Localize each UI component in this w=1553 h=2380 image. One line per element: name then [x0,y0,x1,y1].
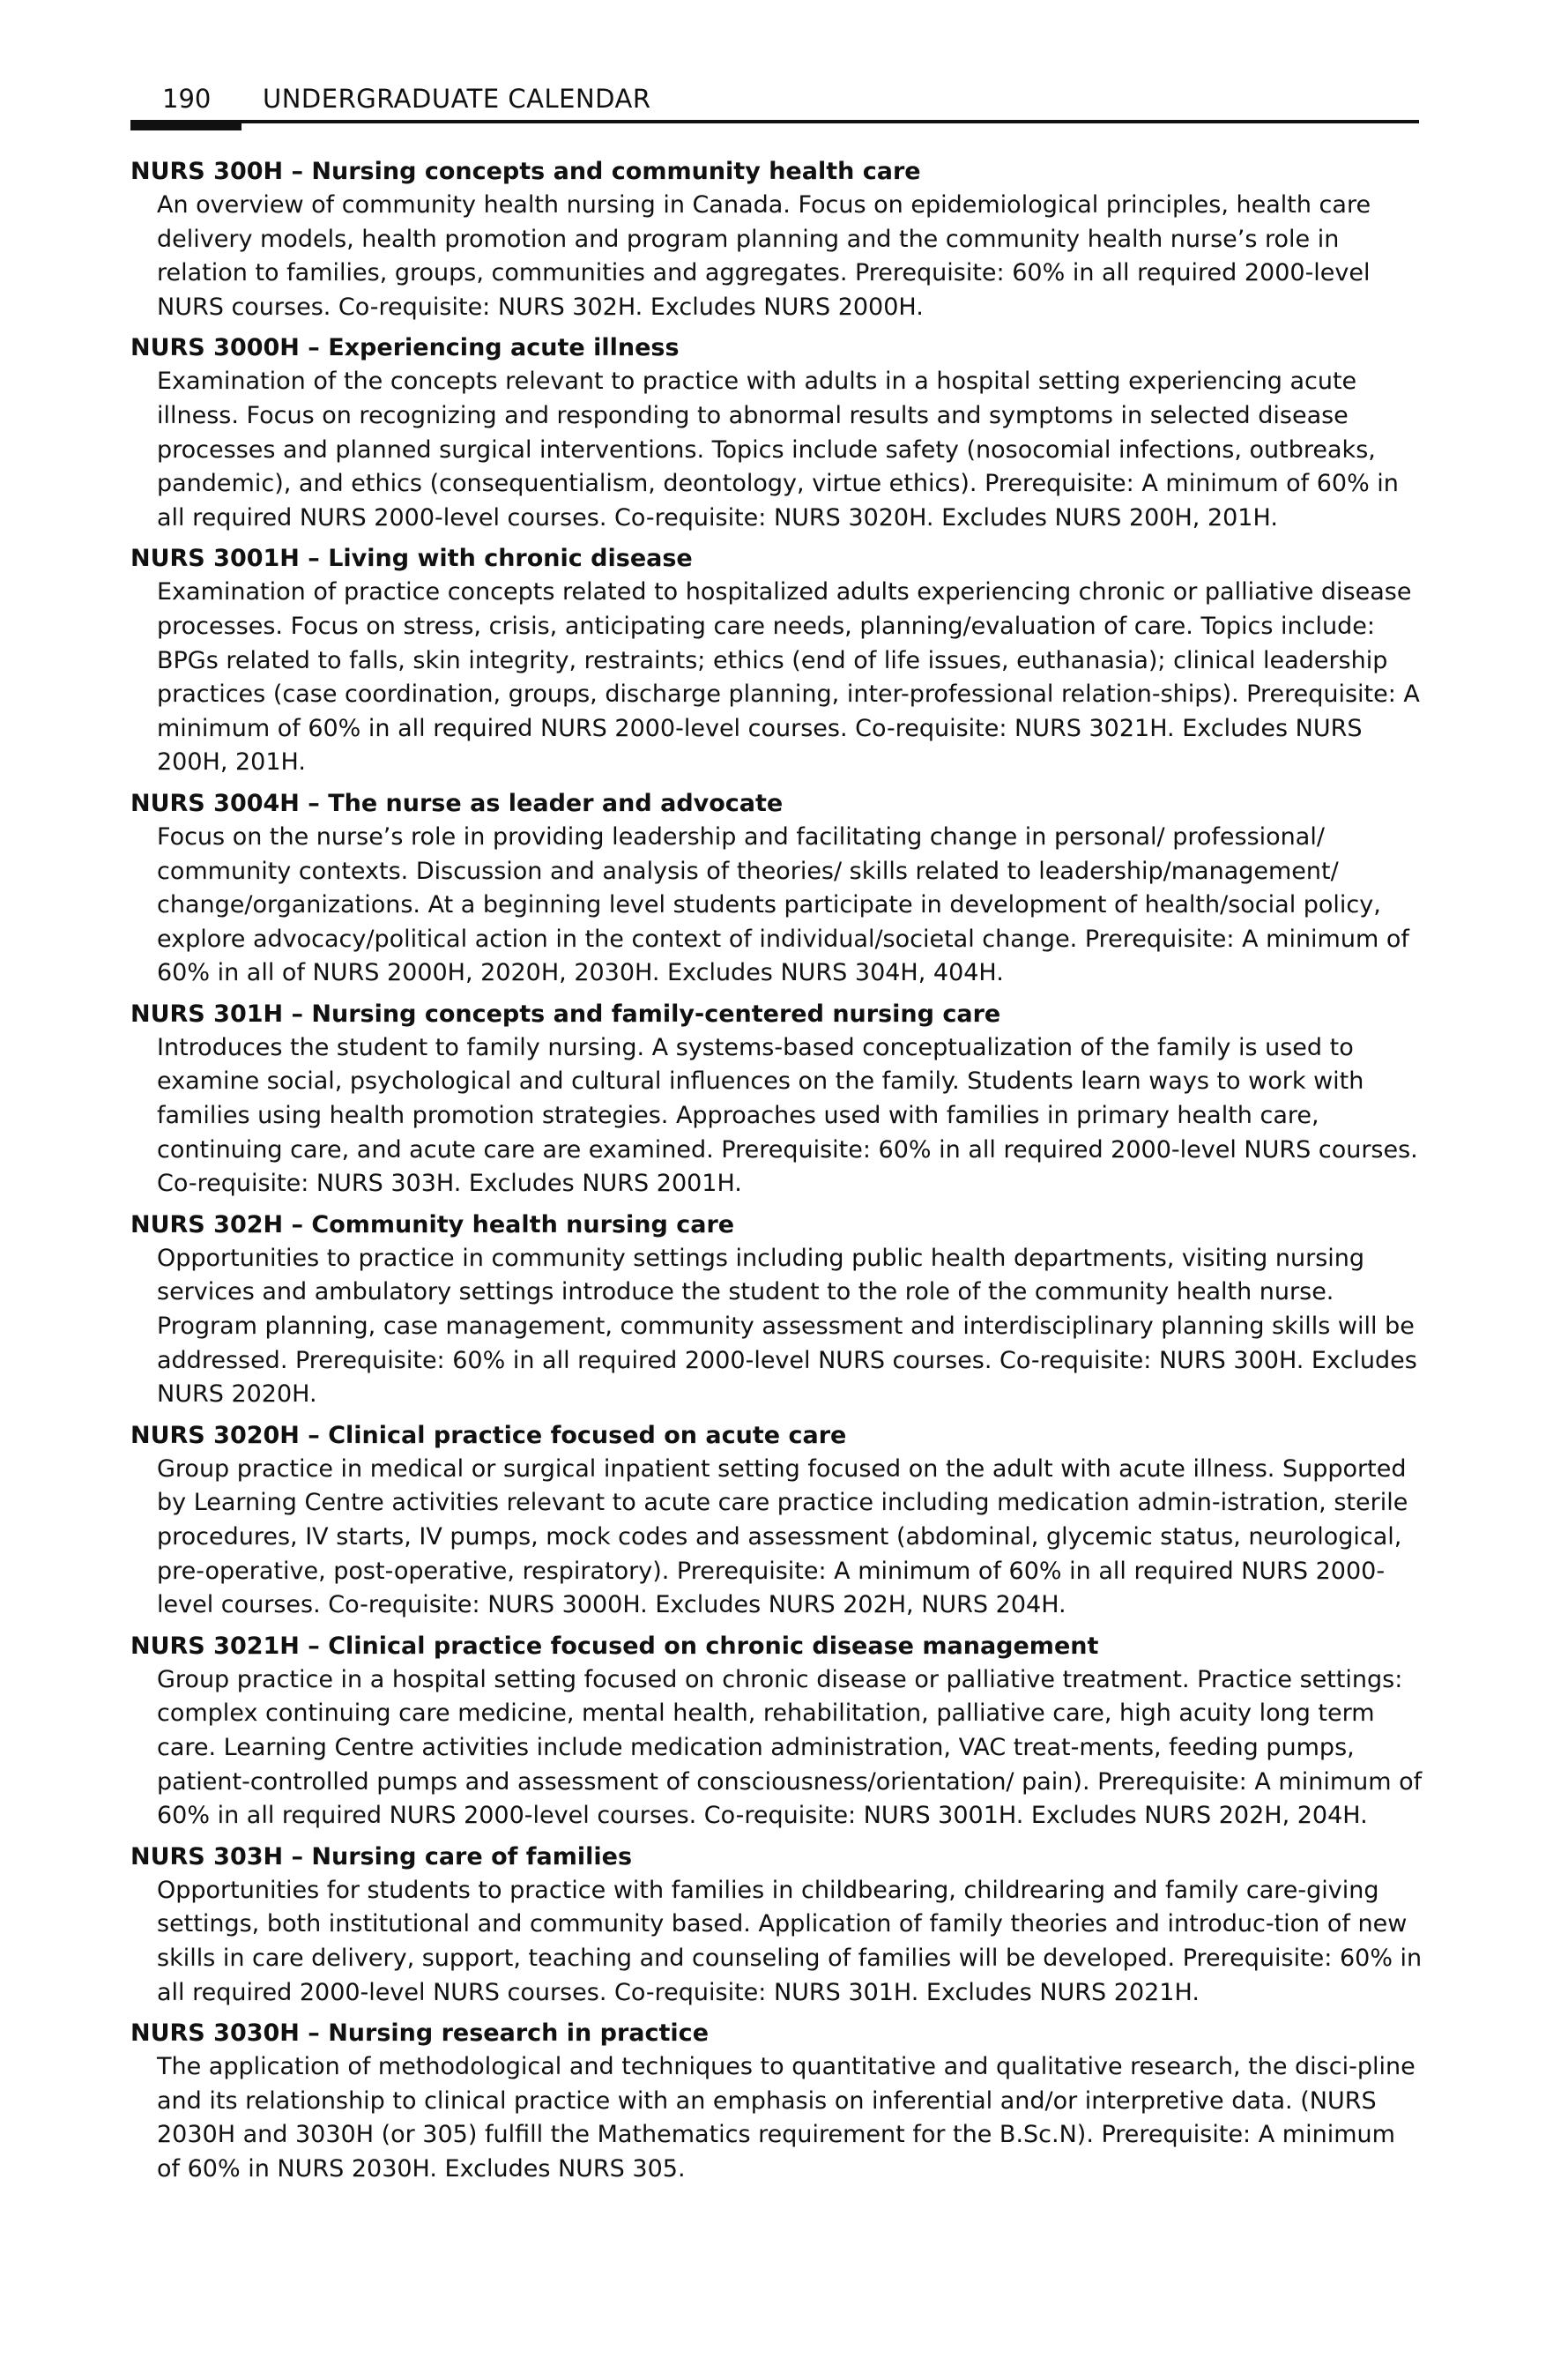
course-entry [130,155,1423,324]
course-description: Opportunities for students to practice with families in childbearing, childrearing and family care-giving settings, both institutional and community based. Application of family theories and introduc-tion of new skills in care delivery, support, teaching and counseling of families will be developed. Prerequisite: 60% in all required 2000-level NURS courses. Co-requisite: NURS 301H. Excludes NURS 2021H. [157,1876,1423,2006]
course-entry [130,998,1423,1201]
course-description: Introduces the student to family nursing. A systems-based conceptualization of the family is used to examine social, psychological and cultural influences on the family. Students learn ways to work with families using health promotion strategies. Approaches used with families in primary health care, continuing care, and acute care are examined. Prerequisite: 60% in all required 2000-level NURS courses. Co-requisite: NURS 303H. Excludes NURS 2001H. [157,1033,1418,1198]
course-entry [130,1630,1423,1833]
course-entry [130,1419,1423,1623]
course-entry [130,331,1423,535]
course-description: Opportunities to practice in community settings including public health departments, visiting nursing services and ambulatory settings introduce the student to the role of the community health nurse. Program planning, case management, community assessment and interdisciplinary planning skills will be addressed. Prerequisite: 60% in all required 2000-level NURS courses. Co-requisite: NURS 300H. Excludes NURS 2020H. [157,1244,1417,1409]
course-list [130,155,1423,2194]
course-title: NURS 3021H – Clinical practice focused on chronic disease management [130,1632,1099,1660]
course-description: Focus on the nurse’s role in providing leadership and facilitating change in personal/ professional/ community contexts. Discussion and analysis of theories/ skills related to leadership/management/ change/organizations. At a beginning level students participate in development of health/social policy, explore advocacy/political action in the context of individual/societal change. Prerequisite: A minimum of 60% in all of NURS 2000H, 2020H, 2030H. Excludes NURS 304H, 404H. [157,822,1409,987]
course-entry [130,787,1423,991]
course-title: NURS 302H – Community health nursing care [130,1210,735,1238]
course-description: Examination of practice concepts related to hospitalized adults experiencing chronic or palliative disease processes. Focus on stress, crisis, anticipating care needs, planning/evaluation of care. Topics include: BPGs related to falls, skin integrity, restraints; ethics (end of life issues, euthanasia); clinical leadership practices (case coordination, groups, discharge planning, inter-professional relation-ships). Prerequisite: A minimum of 60% in all required NURS 2000-level courses. Co-requisite: NURS 3021H. Excludes NURS 200H, 201H. [157,578,1420,777]
course-entry [130,1209,1423,1412]
course-entry [130,2017,1423,2186]
running-title: UNDERGRADUATE CALENDAR [263,84,651,114]
course-title: NURS 3004H – The nurse as leader and advocate [130,789,784,817]
course-entry [130,542,1423,780]
course-entry [130,1841,1423,2010]
course-title: NURS 3000H – Experiencing acute illness [130,334,680,362]
header-rule [130,120,1419,123]
page-number: 190 [162,84,212,114]
page-header [130,81,1419,129]
course-description: Examination of the concepts relevant to practice with adults in a hospital setting experiencing acute illness. Focus on recognizing and responding to abnormal results and symptoms in selected disease processes and planned surgical interventions. Topics include safety (nosocomial infections, outbreaks, pandemic), and ethics (consequentialism, deontology, virtue ethics). Prerequisite: A minimum of 60% in all required NURS 2000-level courses. Co-requisite: NURS 3020H. Excludes NURS 200H, 201H. [157,368,1399,532]
course-title: NURS 3001H – Living with chronic disease [130,545,693,573]
course-description: Group practice in a hospital setting focused on chronic disease or palliative treatment. Practice settings: complex continuing care medicine, mental health, rehabilitation, palliative care, high acuity long term care. Learning Centre activities include medication administration, VAC treat-ments, feeding pumps, patient-controlled pumps and assessment of consciousness/orientation/ pain). Prerequisite: A minimum of 60% in all required NURS 2000-level courses. Co-requisite: NURS 3001H. Excludes NURS 202H, 204H. [157,1665,1423,1830]
course-title: NURS 3020H – Clinical practice focused on acute care [130,1421,847,1449]
header-rule-block [130,120,241,130]
course-description: Group practice in medical or surgical inpatient setting focused on the adult with acute illness. Supported by Learning Centre activities relevant to acute care practice including medication admin-istration, sterile procedures, IV starts, IV pumps, mock codes and assessment (abdominal, glycemic status, neurological, pre-operative, post-operative, respiratory). Prerequisite: A minimum of 60% in all required NURS 2000-level courses. Co-requisite: NURS 3000H. Excludes NURS 202H, NURS 204H. [157,1454,1408,1619]
course-title: NURS 301H – Nursing concepts and family-centered nursing care [130,1000,1001,1028]
course-title: NURS 303H – Nursing care of families [130,1842,633,1871]
course-title: NURS 300H – Nursing concepts and community health care [130,158,921,185]
course-description: An overview of community health nursing in Canada. Focus on epidemiological principles, health care delivery models, health promotion and program planning and the community health nurse’s role in relation to families, groups, communities and aggregates. Prerequisite: 60% in all required 2000-level NURS courses. Co-requisite: NURS 302H. Excludes NURS 2000H. [157,191,1371,321]
course-title: NURS 3030H – Nursing research in practice [130,2019,710,2048]
course-description: The application of methodological and techniques to quantitative and qualitative research, the disci-pline and its relationship to clinical practice with an emphasis on inferential and/or interpretive data. (NURS 2030H and 3030H (or 305) fulfill the Mathematics requirement for the B.Sc.N). Prerequisite: A minimum of 60% in NURS 2030H. Excludes NURS 305. [157,2053,1416,2183]
